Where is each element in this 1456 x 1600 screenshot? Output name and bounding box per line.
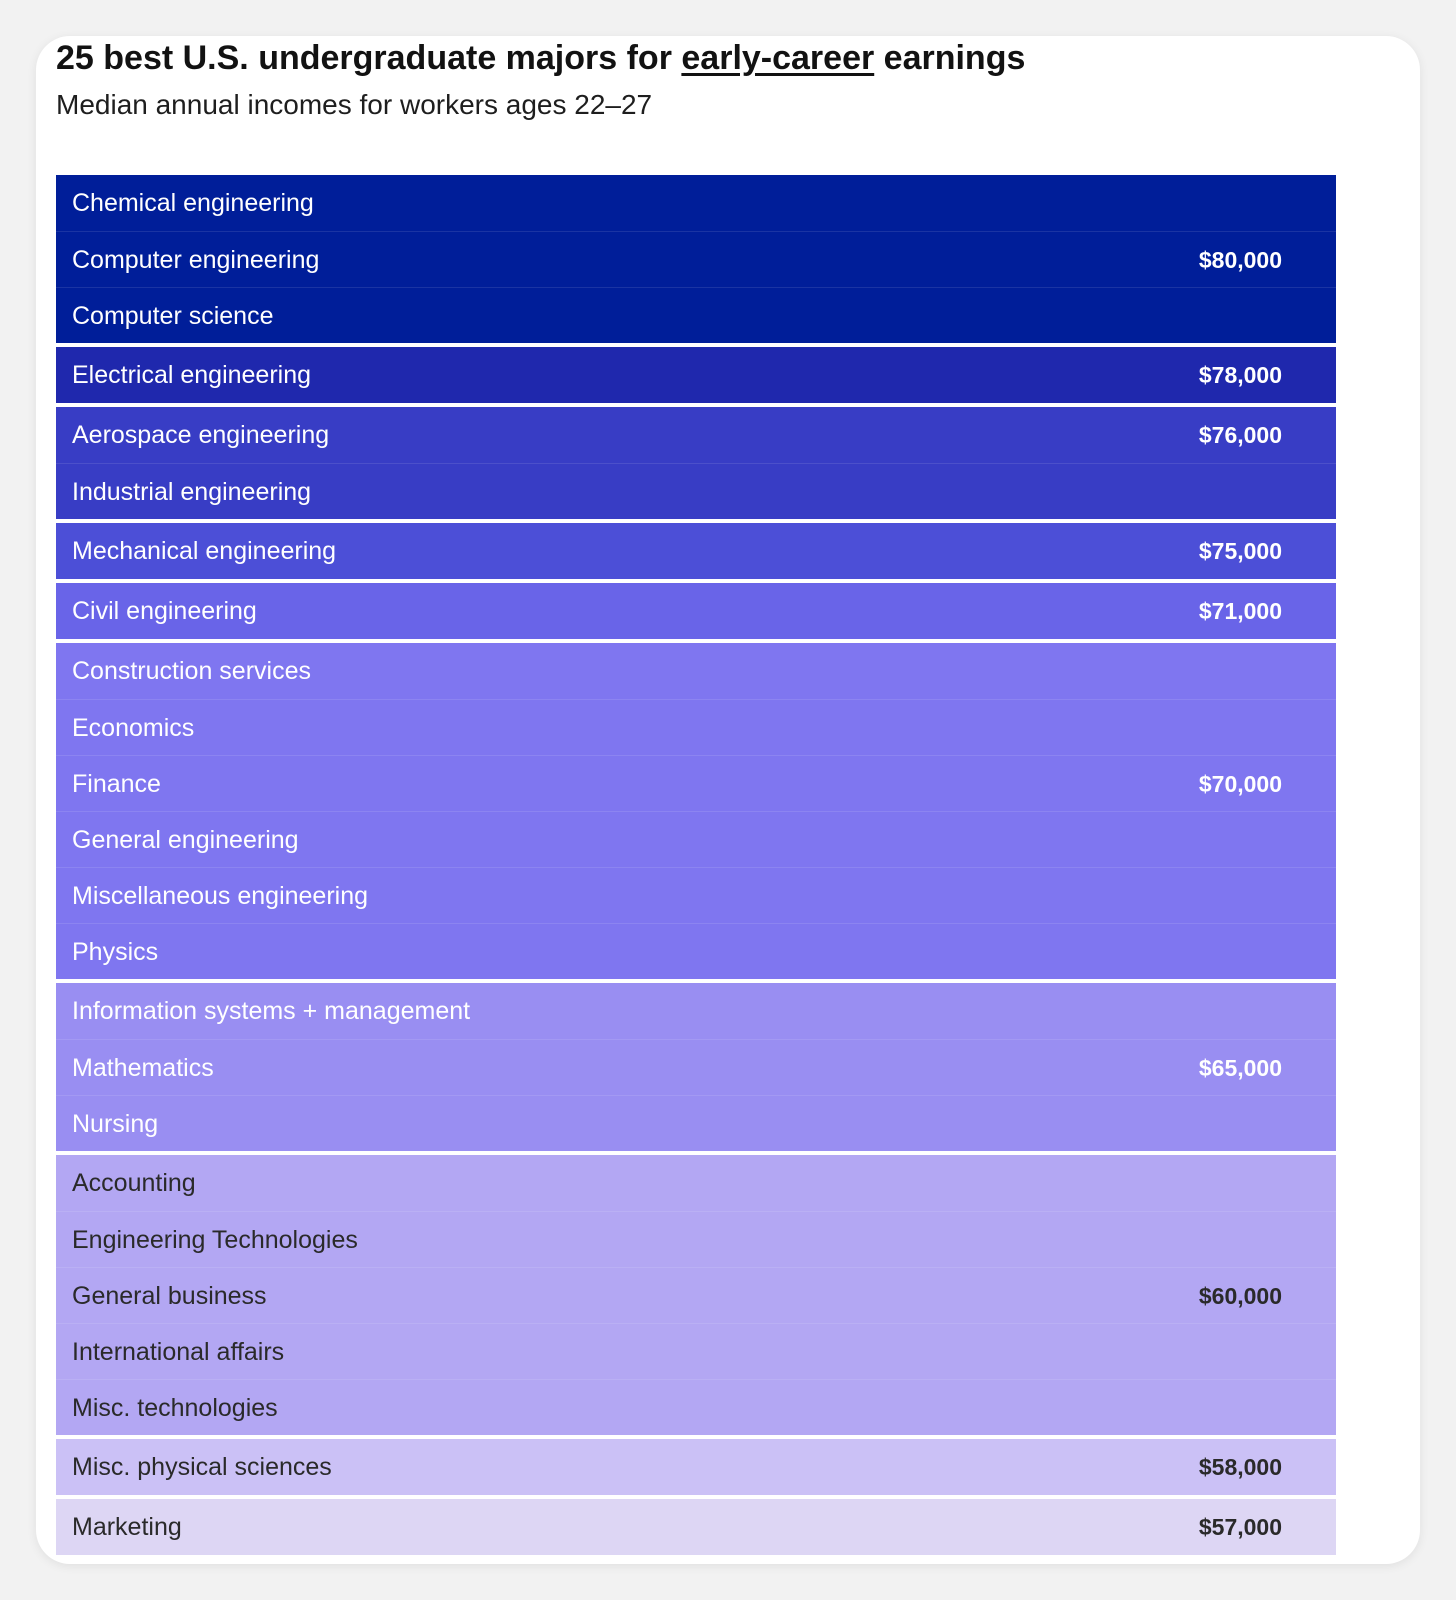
major-row [56,1499,1336,1555]
major-label: Accounting [72,1169,196,1197]
major-row [56,1155,1336,1211]
major-row [56,1039,1336,1095]
major-row [56,1379,1336,1435]
major-label: Marketing [72,1513,182,1541]
major-label: Mechanical engineering [72,537,337,565]
major-label: Industrial engineering [72,478,312,506]
title-suffix: earnings [874,39,1026,77]
major-row [56,867,1336,923]
major-row [56,175,1336,231]
major-row [56,1439,1336,1495]
major-label: Economics [72,714,195,742]
income-group [56,523,1336,579]
major-label: Civil engineering [72,597,257,625]
major-row [56,923,1336,979]
title-emphasis: early-career [681,39,875,77]
income-group [56,1439,1336,1495]
major-row [56,583,1336,639]
major-label: Finance [72,770,161,798]
major-row [56,463,1336,519]
major-row [56,755,1336,811]
chart-subtitle: Median annual incomes for workers ages 22–27 [56,89,653,120]
chart-title [56,38,1025,78]
major-label: Physics [72,938,159,966]
income-group [56,347,1336,403]
income-group [56,1499,1336,1555]
major-row [56,347,1336,403]
income-value-label: $71,000 [1198,598,1282,624]
major-row [56,983,1336,1039]
income-group [56,1155,1336,1435]
income-value-label: $60,000 [1198,1283,1282,1309]
income-group [56,407,1336,519]
major-label: Aerospace engineering [72,421,330,449]
income-group [56,643,1336,979]
income-value-label: $78,000 [1198,362,1282,388]
income-value-label: $75,000 [1198,538,1282,564]
major-label: Mathematics [72,1054,214,1082]
major-row [56,643,1336,699]
major-row [56,1211,1336,1267]
earnings-table [56,175,1336,1559]
major-row [56,407,1336,463]
major-label: Computer science [72,302,274,330]
major-row [56,523,1336,579]
major-row [56,1267,1336,1323]
major-label: Misc. physical sciences [72,1453,332,1481]
major-label: International affairs [72,1338,285,1366]
major-label: General business [72,1282,267,1310]
major-label: Chemical engineering [72,189,314,217]
major-label: Computer engineering [72,246,320,274]
income-group [56,583,1336,639]
income-value-label: $70,000 [1198,771,1282,797]
income-value-label: $58,000 [1198,1454,1282,1480]
major-row [56,231,1336,287]
major-label: Misc. technologies [72,1394,278,1422]
major-row [56,287,1336,343]
income-value-label: $80,000 [1198,247,1282,273]
income-value-label: $57,000 [1198,1514,1282,1540]
title-prefix: 25 best U.S. undergraduate majors for [56,39,682,77]
income-group [56,175,1336,343]
major-label: Engineering Technologies [72,1226,358,1254]
major-label: Miscellaneous engineering [72,882,369,910]
major-row [56,811,1336,867]
major-label: Information systems + management [72,997,471,1025]
major-row [56,1323,1336,1379]
income-value-label: $76,000 [1198,422,1282,448]
major-row [56,1095,1336,1151]
major-label: Nursing [72,1110,159,1138]
income-value-label: $65,000 [1198,1055,1282,1081]
major-row [56,699,1336,755]
major-label: General engineering [72,826,299,854]
major-label: Electrical engineering [72,361,312,389]
income-group [56,983,1336,1151]
major-label: Construction services [72,657,311,685]
